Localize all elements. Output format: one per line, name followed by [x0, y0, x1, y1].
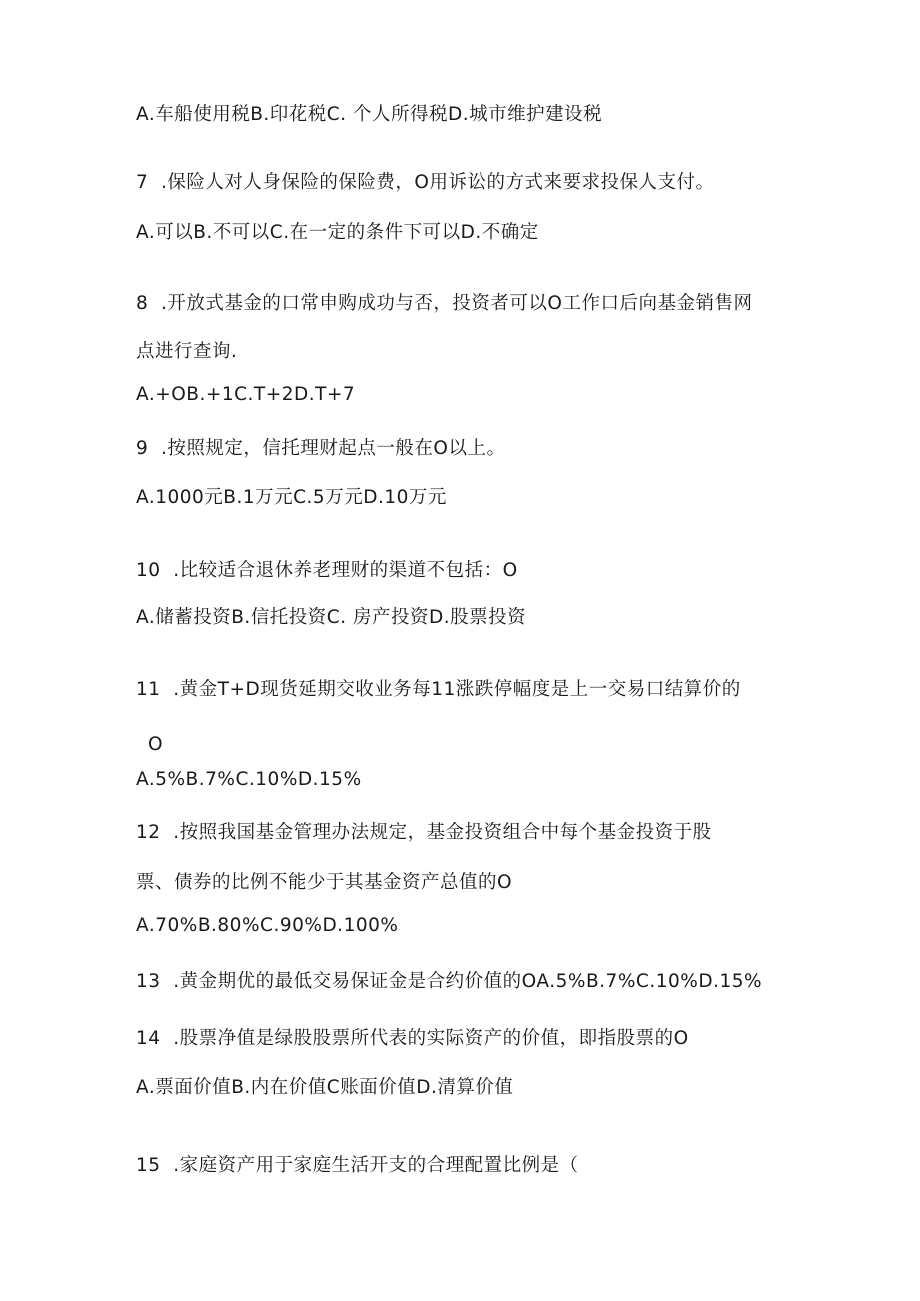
q7-question: 7 .保险人对人身保险的保险费，O用诉讼的方式来要求投保人支付。: [136, 172, 715, 193]
q11-question-line2: O: [148, 734, 164, 755]
q12-question-line1: 12 .按照我国基金管理办法规定，基金投资组合中每个基金投资于股: [136, 822, 712, 843]
q10-question: 10 .比较适合退休养老理财的渠道不包括：O: [136, 560, 518, 581]
q14-question: 14 .股票净值是绿股股票所代表的实际资产的价值，即指股票的O: [136, 1028, 689, 1049]
q9-question: 9 .按照规定，信托理财起点一般在O以上。: [136, 438, 506, 459]
q11-question-line1: 11 .黄金T+D现货延期交收业务每11涨跌停幅度是上一交易口结算价的: [136, 679, 741, 700]
q6-options: A.车船使用税B.印花税C. 个人所得税D.城市维护建设税: [136, 104, 603, 125]
q13-question-and-options: 13 .黄金期优的最低交易保证金是合约价值的OA.5%B.7%C.10%D.15%: [136, 971, 763, 992]
q10-options: A.储蓄投资B.信托投资C. 房产投资D.股票投资: [136, 607, 527, 628]
q7-options: A.可以B.不可以C.在一定的条件下可以D.不确定: [136, 222, 539, 243]
q12-question-line2: 票、债券的比例不能少于其基金资产总值的O: [136, 872, 513, 893]
q8-question-line2: 点进行查询.: [136, 341, 238, 362]
q15-question: 15 .家庭资产用于家庭生活开支的合理配置比例是（: [136, 1155, 579, 1176]
q11-options: A.5%B.7%C.10%D.15%: [136, 769, 362, 790]
q12-options: A.70%B.80%C.90%D.100%: [136, 915, 399, 936]
q8-question-line1: 8 .开放式基金的口常申购成功与否，投资者可以O工作口后向基金销售网: [136, 293, 753, 314]
q9-options: A.1000元B.1万元C.5万元D.10万元: [136, 487, 447, 508]
q14-options: A.票面价值B.内在价值C账面价值D.清算价值: [136, 1077, 514, 1098]
q8-options: A.+OB.+1C.T+2D.T+7: [136, 384, 356, 405]
